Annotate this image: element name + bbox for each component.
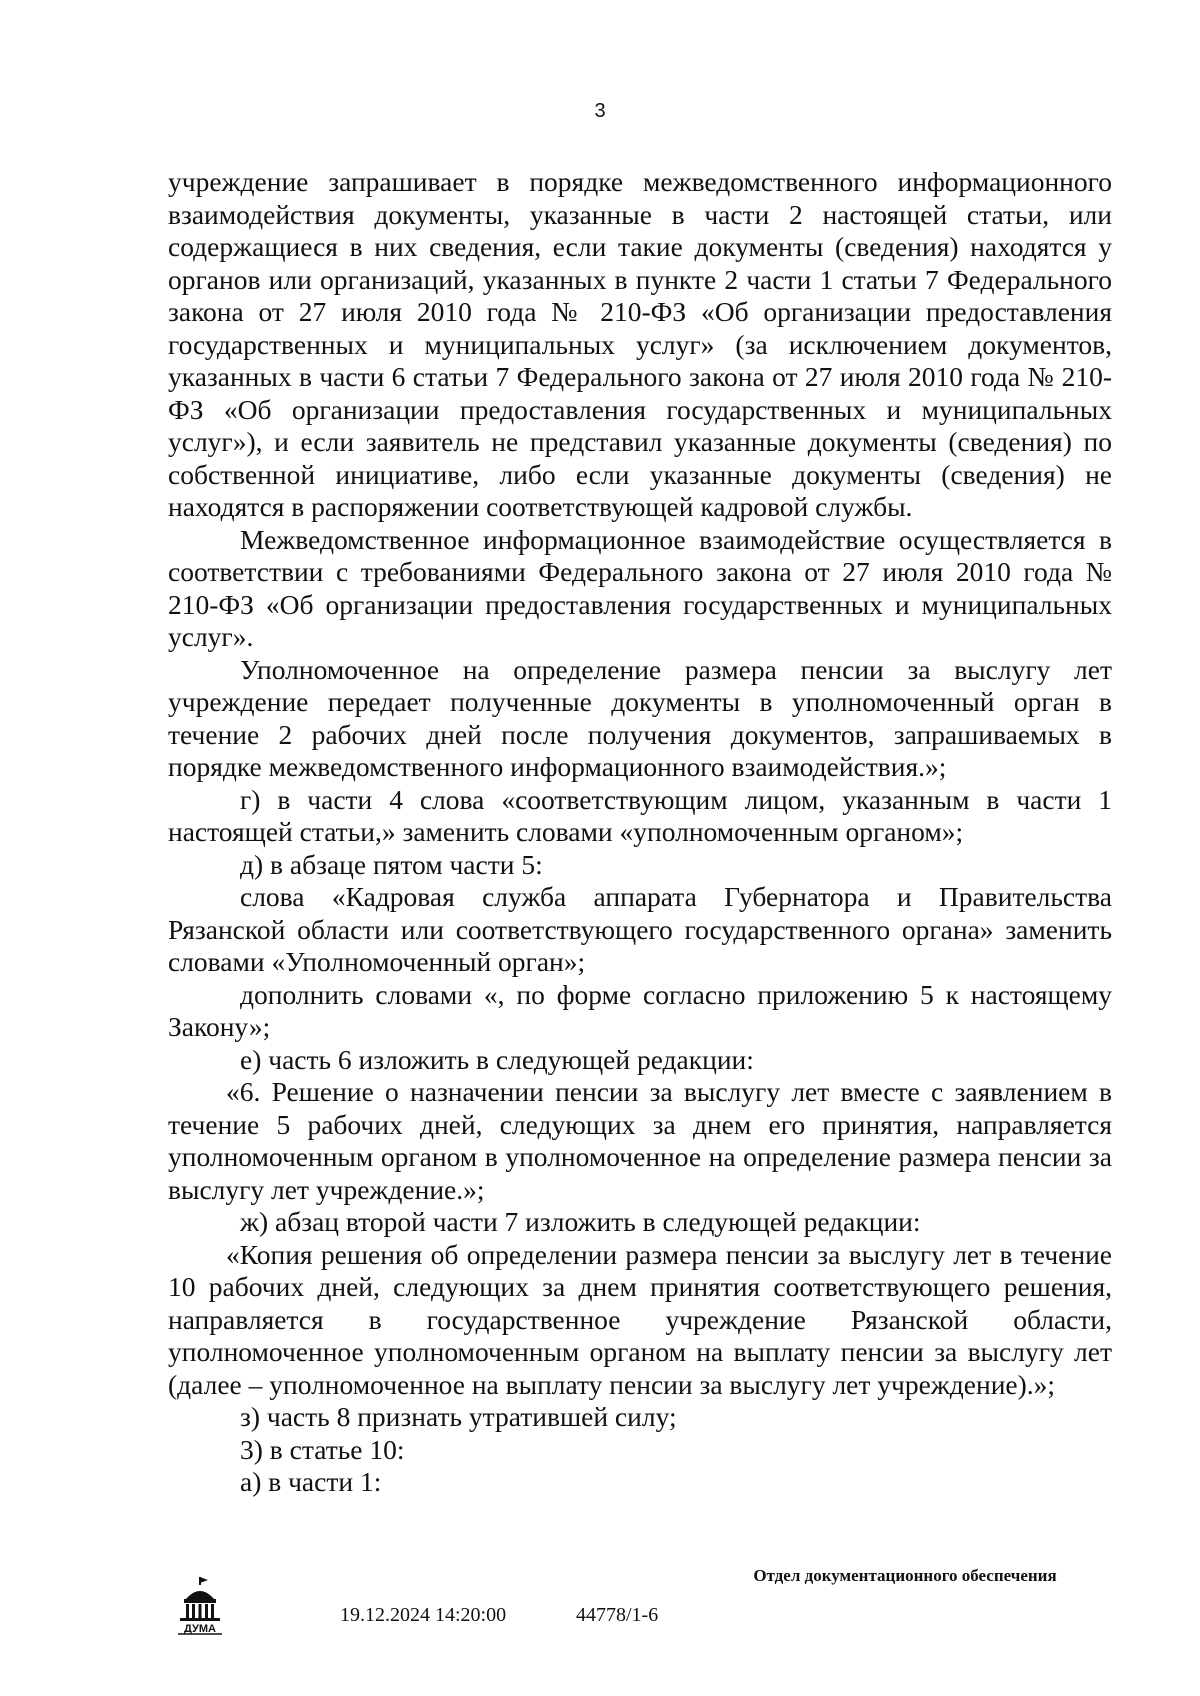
- paragraph-5: д) в абзаце пятом части 5:: [240, 848, 543, 880]
- paragraph-7: дополнить словами «, по форме согласно приложению 5 к настоящему Закону»;: [168, 978, 1112, 1042]
- document-body: [168, 166, 1112, 1499]
- paragraph-3: Уполномоченное на определение размера пенсии за выслугу лет учреждение передает полученные документы в уполномоченный орган в течение 2 рабочих дней после получения документов, запрашиваемых в порядке межведомственного информационного взаимодействия.»;: [168, 653, 1112, 782]
- paragraph-10: ж) абзац второй части 7 изложить в следующей редакции:: [240, 1206, 921, 1237]
- page-number: 3: [594, 100, 606, 122]
- paragraph-9: «6. Решение о назначении пенсии за выслугу лет вместе с заявлением в течение 5 рабочих дней, следующих за днем его принятия, направляется уполномоченным органом в уполномоченное на определение размера пенсии за выслугу лет учреждение.»;: [168, 1076, 1112, 1205]
- paragraph-1: учреждение запрашивает в порядке межведомственного информационного взаимодействия документы, указанные в части 2 настоящей статьи, или содержащиеся в них сведения, если такие документы (сведения) находятся у органов или организаций, указанных в пункте 2 части 1 статьи 7 Федерального закона от 27 июля 2010 года № 210-ФЗ «Об организации предоставления государственных и муниципальных услуг» (за исключением документов, указанных в части 6 статьи 7 Федерального закона от 27 июля 2010 года № 210-ФЗ «Об организации предоставления государственных и муниципальных услуг»), и если заявитель не представил указанные документы (сведения) по собственной инициативе, либо если указанные документы (сведения) не находятся в распоряжении соответствующей кадровой службы.: [168, 166, 1112, 522]
- paragraph-6: слова «Кадровая служба аппарата Губернатора и Правительства Рязанской области или соответствующего государственного органа» заменить словами «Уполномоченный орган»;: [168, 881, 1112, 977]
- duma-building-icon: [172, 1575, 228, 1635]
- paragraph-11: «Копия решения об определении размера пенсии за выслугу лет в течение 10 рабочих дней, следующих за днем принятия соответствующего решения, направляется в государственное учреждение Рязанской области, уполномоченное уполномоченным органом на выплату пенсии за выслугу лет (далее – уполномоченное на выплату пенсии за выслугу лет учреждение).»;: [168, 1238, 1112, 1400]
- footer-department: Отдел документационного обеспечения: [753, 1566, 1057, 1585]
- paragraph-8: е) часть 6 изложить в следующей редакции:: [240, 1043, 754, 1075]
- logo-text: ДУМА: [184, 1623, 216, 1635]
- paragraph-14: а) в части 1:: [240, 1466, 382, 1497]
- paragraph-13: 3) в статье 10:: [240, 1433, 405, 1465]
- footer-reg-number: 44778/1-6: [576, 1604, 659, 1626]
- paragraph-12: з) часть 8 признать утратившей силу;: [240, 1401, 677, 1432]
- paragraph-2: Межведомственное информационное взаимодействие осуществляется в соответствии с требованиями Федерального закона от 27 июля 2010 года № 210-ФЗ «Об организации предоставления государственных и муниципальных услуг».: [168, 523, 1112, 652]
- paragraph-4: г) в части 4 слова «соответствующим лицом, указанным в части 1 настоящей статьи,» заменить словами «уполномоченным органом»;: [168, 783, 1112, 847]
- footer-date: 19.12.2024 14:20:00: [340, 1604, 507, 1626]
